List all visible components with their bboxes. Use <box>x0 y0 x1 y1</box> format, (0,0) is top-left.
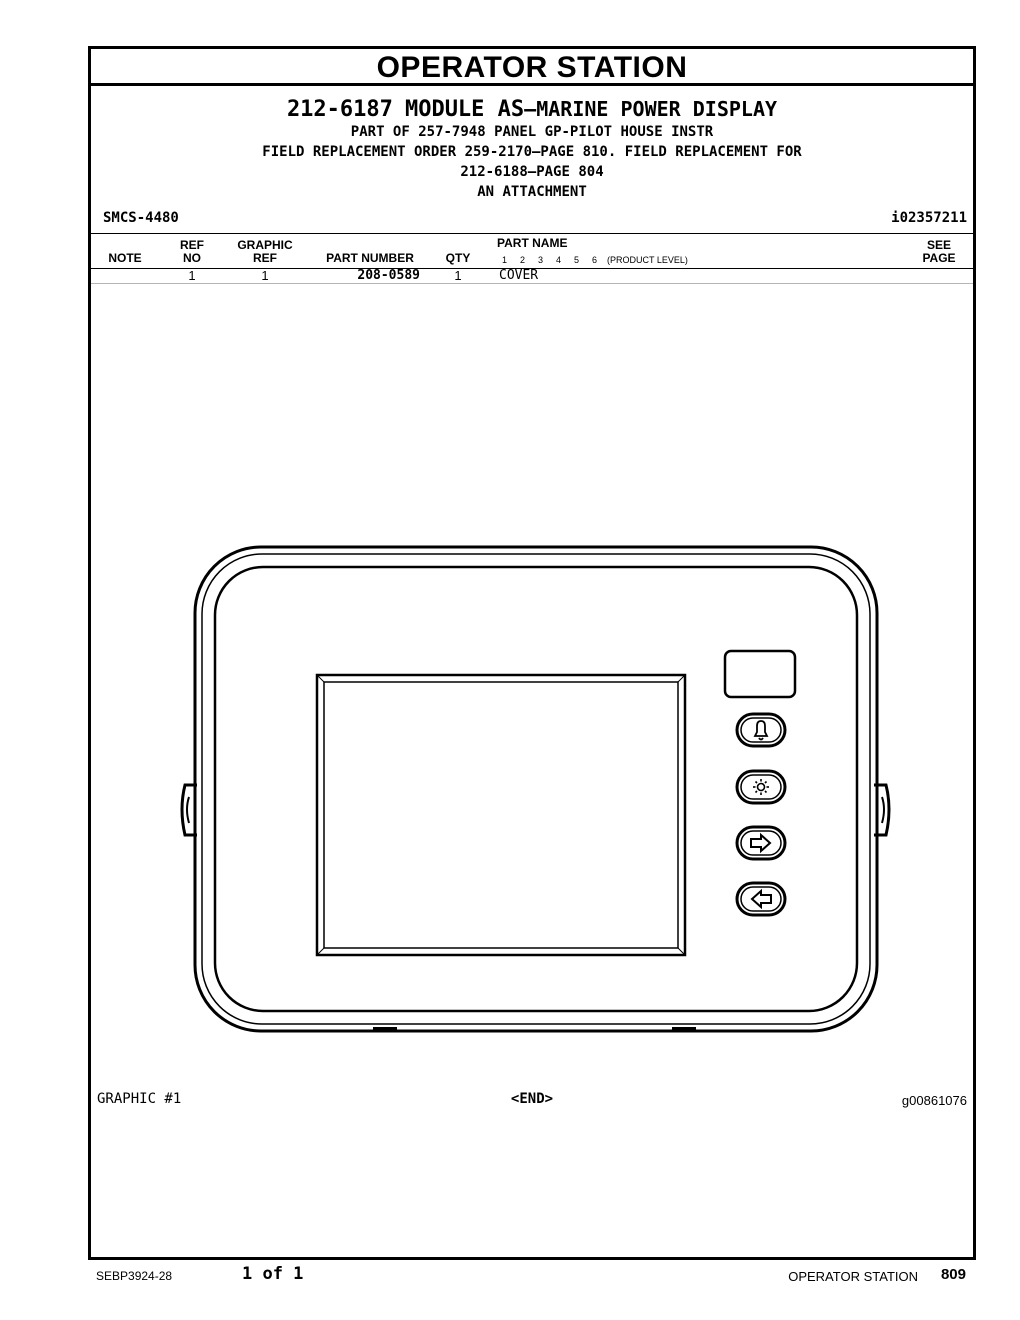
module-description: —MARINE POWER DISPLAY <box>524 97 778 121</box>
module-header <box>91 97 973 202</box>
bottom-clip-right <box>672 1027 696 1032</box>
level-5: 5 <box>574 255 580 265</box>
footer-section: OPERATOR STATION <box>788 1269 918 1284</box>
level-6: 6 <box>592 255 598 265</box>
level-2: 2 <box>520 255 526 265</box>
module-name: MODULE AS <box>404 97 525 122</box>
row-graphic-ref: 1 <box>261 268 269 283</box>
display-bezel <box>215 567 857 1011</box>
col-ref-top: REF <box>180 238 204 252</box>
section-title: OPERATOR STATION <box>91 49 973 86</box>
level-caption: (PRODUCT LEVEL) <box>607 255 688 265</box>
end-marker: <END> <box>510 1091 554 1107</box>
arrow-left-button[interactable] <box>737 883 785 915</box>
bell-icon <box>755 721 767 740</box>
arrow-left-icon <box>752 891 771 907</box>
brightness-button[interactable] <box>737 771 785 803</box>
col-see-top: SEE <box>926 238 951 252</box>
row-part-number: 208-0589 <box>357 268 420 283</box>
display-screen <box>317 675 685 955</box>
column-headers <box>91 233 973 269</box>
smcs-code: SMCS-4480 <box>103 210 179 226</box>
bell-button[interactable] <box>737 714 785 746</box>
module-replacement-cont: 212-6188—PAGE 804 <box>460 164 604 180</box>
col-part-name: PART NAME <box>497 236 568 250</box>
module-replacement: FIELD REPLACEMENT ORDER 259-2170—PAGE 810. FIELD REPLACEMENT FOR <box>262 144 802 160</box>
indicator-window <box>725 651 795 697</box>
level-4: 4 <box>556 255 562 265</box>
row-qty: 1 <box>454 268 462 283</box>
col-graphic-bottom: REF <box>253 251 277 265</box>
col-graphic-top: GRAPHIC <box>237 238 293 252</box>
footer-page-count: 1 of 1 <box>242 1264 304 1284</box>
row-part-name: COVER <box>499 268 539 283</box>
arrow-right-icon <box>751 835 770 851</box>
display-screen-inner <box>324 682 678 948</box>
page-frame <box>88 46 976 1260</box>
col-qty: QTY <box>445 251 471 265</box>
module-part-number: 212-6187 <box>286 97 393 122</box>
module-title <box>91 97 973 122</box>
arrow-right-button[interactable] <box>737 827 785 859</box>
row-ref-no: 1 <box>188 268 196 283</box>
right-mount-tab-inner <box>882 797 884 823</box>
col-part-number: PART NUMBER <box>326 251 414 265</box>
col-note: NOTE <box>108 251 142 265</box>
module-part-of: PART OF 257-7948 PANEL GP-PILOT HOUSE INSTR <box>350 124 714 140</box>
level-3: 3 <box>538 255 544 265</box>
footer-page-number: 809 <box>940 1266 966 1283</box>
display-housing <box>195 547 877 1031</box>
module-attachment: AN ATTACHMENT <box>477 184 587 200</box>
brightness-icon <box>753 779 769 795</box>
level-1: 1 <box>502 255 508 265</box>
col-see-bottom: PAGE <box>922 251 956 265</box>
marine-power-display-graphic <box>169 539 899 1044</box>
col-ref-bottom: NO <box>183 251 201 265</box>
table-row <box>91 267 973 284</box>
graphic-id: g00861076 <box>901 1093 967 1108</box>
graphic-label: GRAPHIC #1 <box>97 1091 182 1107</box>
bottom-clip-left <box>373 1027 397 1032</box>
display-housing-edge <box>202 554 870 1024</box>
illustration-id: i02357211 <box>891 210 967 226</box>
footer-document-id: SEBP3924-28 <box>96 1269 173 1283</box>
left-mount-tab-inner <box>187 797 189 823</box>
